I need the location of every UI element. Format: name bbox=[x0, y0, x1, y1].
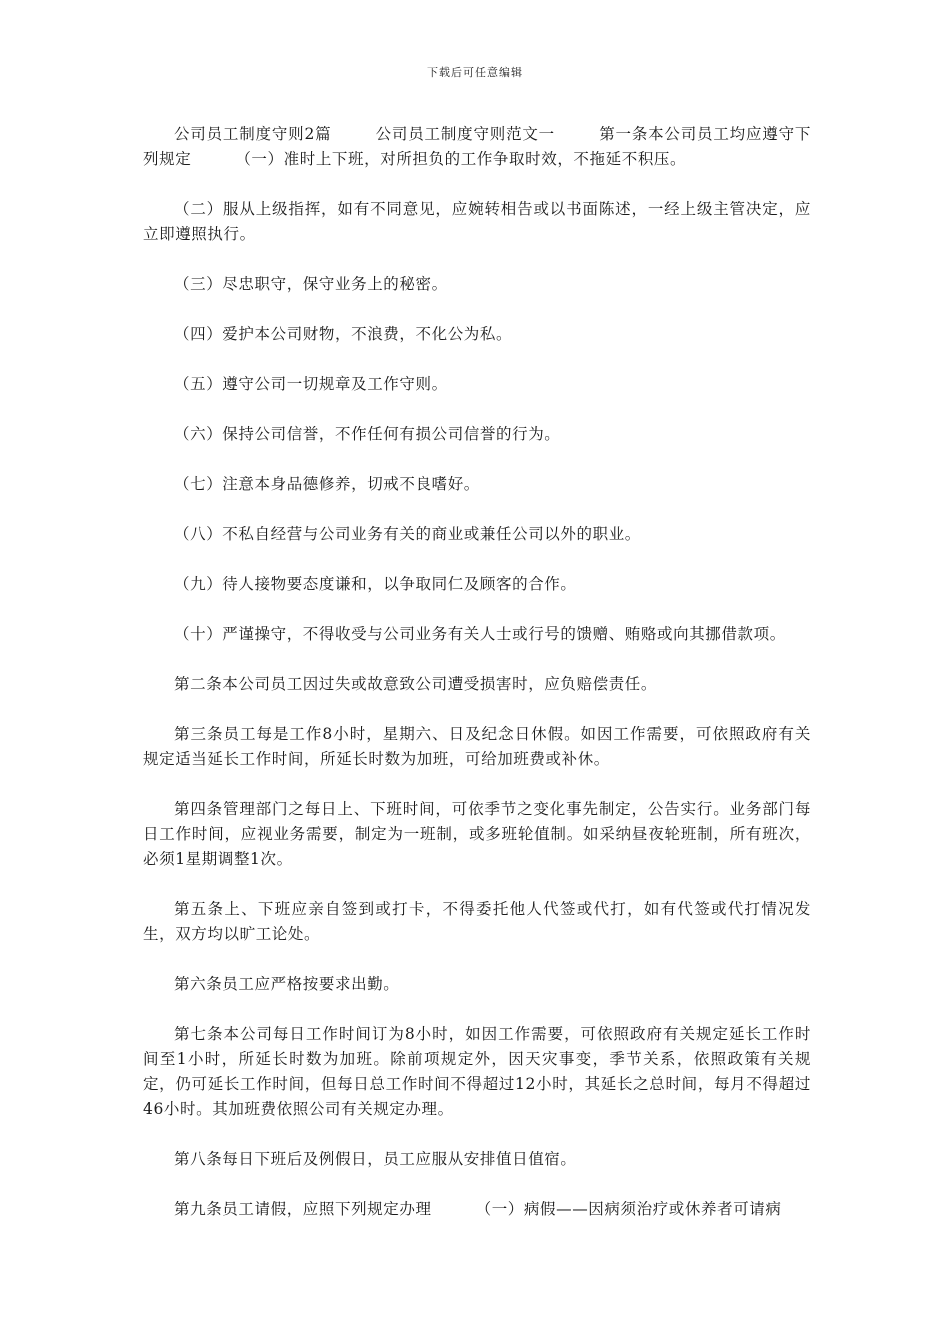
article-8: 第八条每日下班后及例假日，员工应服从安排值日值宿。 bbox=[174, 1150, 577, 1168]
paragraph: （四）爱护本公司财物，不浪费，不化公为私。 bbox=[174, 325, 513, 343]
paragraph: （十）严谨操守，不得收受与公司业务有关人士或行号的馈赠、贿赂或向其挪借款项。 bbox=[174, 625, 786, 643]
article-9-item-1: （一）病假——因病须治疗或休养者可请病 bbox=[475, 1200, 782, 1218]
paragraph: （六）保持公司信誉，不作任何有损公司信誉的行为。 bbox=[174, 425, 561, 443]
article-7: 第七条本公司每日工作时间订为8小时，如因工作需要，可依照政府有关规定延长工作时间至1小时，所延长时数为加班。除前项规定外，因天灾事变，季节关系，依照政策有关规定，仍可延长工作时间，但每日总工作时间不得超过12小时，其延长之总时间，每月不得超过46小时。其加班费依照公司有关规定办理。 bbox=[143, 1025, 811, 1118]
article-2: 第二条本公司员工因过失或故意致公司遭受损害时，应负赔偿责任。 bbox=[174, 675, 658, 693]
paragraph: （九）待人接物要态度谦和，以争取同仁及顾客的合作。 bbox=[174, 575, 577, 593]
paragraph: （七）注意本身品德修养，切戒不良嗜好。 bbox=[174, 475, 480, 493]
article-1-item-1: （一）准时上下班，对所担负的工作争取时效，不拖延不积压。 bbox=[235, 150, 687, 168]
article-5: 第五条上、下班应亲自签到或打卡，不得委托他人代签或代打，如有代签或代打情况发生，双方均以旷工论处。 bbox=[143, 900, 811, 943]
article-9 bbox=[143, 1197, 811, 1222]
paragraph: （八）不私自经营与公司业务有关的商业或兼任公司以外的职业。 bbox=[174, 525, 641, 543]
article-6: 第六条员工应严格按要求出勤。 bbox=[174, 975, 400, 993]
article-1-lead: 第一条本公司员工均应遵守下列规定 bbox=[143, 125, 811, 168]
paragraph: （二）服从上级指挥，如有不同意见，应婉转相告或以书面陈述，一经上级主管决定，应立即遵照执行。 bbox=[143, 200, 811, 243]
document-subtitle: 公司员工制度守则范文一 bbox=[375, 125, 555, 143]
document-title: 公司员工制度守则2篇 bbox=[174, 125, 332, 143]
article-9-lead: 第九条员工请假，应照下列规定办理 bbox=[174, 1200, 432, 1218]
paragraph: （三）尽忠职守，保守业务上的秘密。 bbox=[174, 275, 448, 293]
header-note: 下载后可任意编辑 bbox=[427, 66, 523, 79]
intro-paragraph bbox=[143, 122, 811, 172]
paragraph: （五）遵守公司一切规章及工作守则。 bbox=[174, 375, 448, 393]
article-4: 第四条管理部门之每日上、下班时间，可依季节之变化事先制定，公告实行。业务部门每日工作时间，应视业务需要，制定为一班制，或多班轮值制。如采纳昼夜轮班制，所有班次，必须1星期调整1次。 bbox=[143, 800, 811, 868]
article-3: 第三条员工每是工作8小时，星期六、日及纪念日休假。如因工作需要，可依照政府有关规定适当延长工作时间，所延长时数为加班，可给加班费或补休。 bbox=[143, 725, 811, 768]
document-body bbox=[143, 122, 811, 1247]
